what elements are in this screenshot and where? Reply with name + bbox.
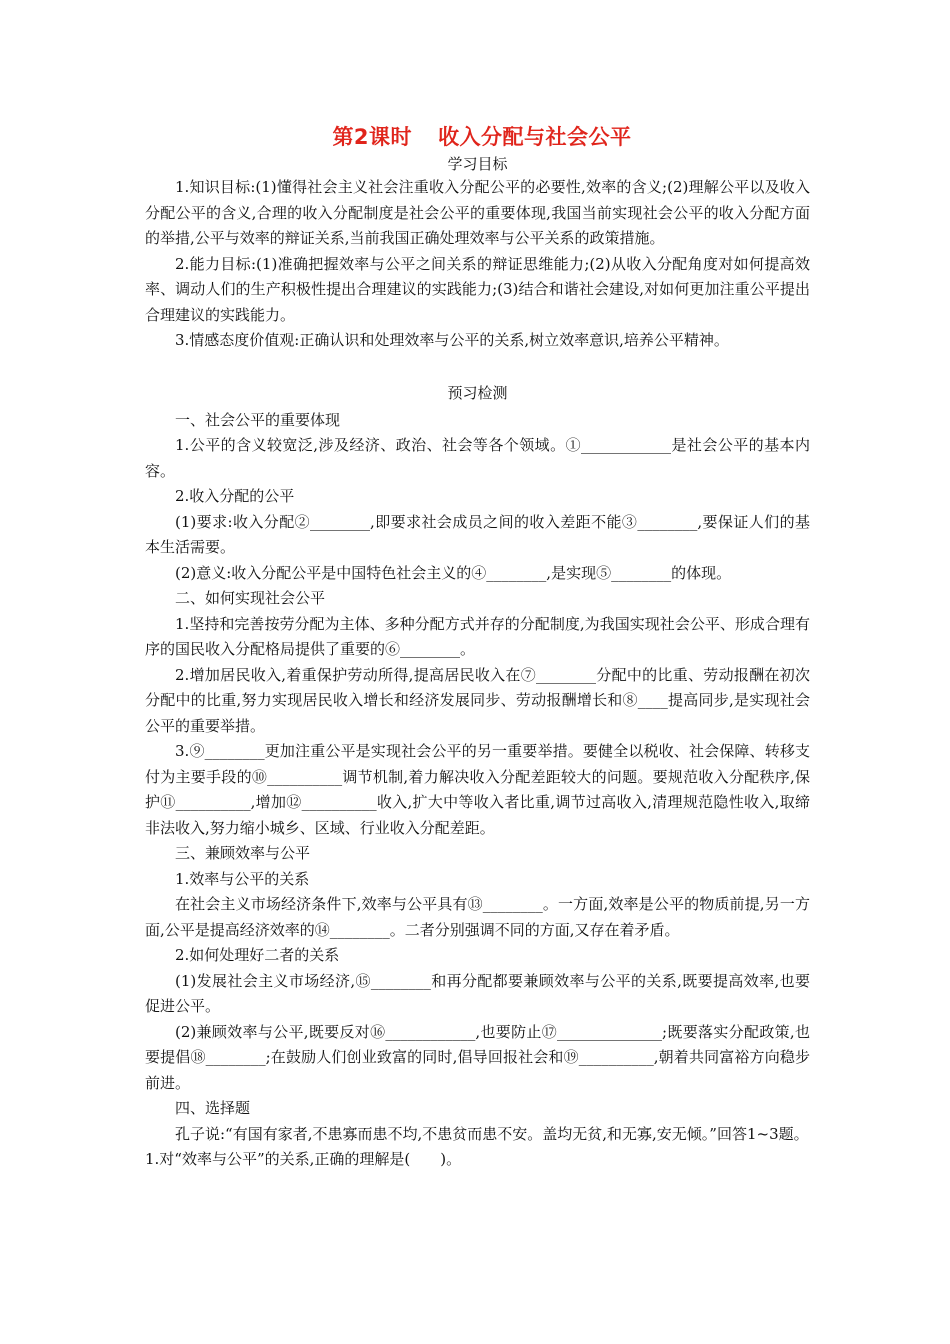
fill-blank-paragraph: (1)要求:收入分配②________,即要求社会成员之间的收入差距不能③________,要保证人们的基本生活需要。 xyxy=(145,512,810,556)
lesson-number: 第2课时 xyxy=(332,125,413,149)
goal-knowledge: 1.知识目标:(1)懂得社会主义社会注重收入分配公平的必要性,效率的含义;(2)理解公平以及收入分配公平的含义,合理的收入分配制度是社会公平的重要体现,我国当前实现社会公平的收入分配方面的举措,公平与效率的辩证关系,当前我国正确处理效率与公平关系的政策措施。 xyxy=(145,178,810,247)
subheading: 2.如何处理好二者的关系 xyxy=(175,946,340,964)
fill-blank-paragraph: (2)兼顾效率与公平,既要反对⑯____________,也要防止⑰______________;既要落实分配政策,也要提倡⑱________;在鼓励人们创业致富的同时,倡导回报社会和⑲__________,朝着共同富裕方向稳步前进。 xyxy=(145,1022,810,1092)
preview-heading: 预习检测 xyxy=(447,383,508,402)
document-page xyxy=(145,121,810,1173)
subheading: 1.效率与公平的关系 xyxy=(175,869,310,888)
question-stem: 孔子说:“有国有家者,不患寡而患不均,不患贫而患不安。盖均无贫,和无寡,安无倾。”回答1~3题。 xyxy=(175,1124,809,1143)
section-heading-2: 二、如何实现社会公平 xyxy=(175,589,326,607)
fill-blank-paragraph: 在社会主义市场经济条件下,效率与公平具有⑬________。一方面,效率是公平的物质前提,另一方面,公平是提高经济效率的⑭________。二者分别强调不同的方面,又存在着矛盾。 xyxy=(145,895,810,939)
goal-ability: 2.能力目标:(1)准确把握效率与公平之间关系的辩证思维能力;(2)从收入分配角度对如何提高效率、调动人们的生产积极性提出合理建议的实践能力;(3)结合和谐社会建设,对如何更加注重公平提出合理建议的实践能力。 xyxy=(145,254,810,324)
goal-attitude: 3.情感态度价值观:正确认识和处理效率与公平的关系,树立效率意识,培养公平精神。 xyxy=(175,331,729,349)
fill-blank-paragraph: (2)意义:收入分配公平是中国特色社会主义的④________,是实现⑤________的体现。 xyxy=(175,563,732,582)
lesson-title xyxy=(154,121,810,153)
question-1: 1.对“效率与公平”的关系,正确的理解是( )。 xyxy=(145,1150,462,1168)
subheading: 2.收入分配的公平 xyxy=(175,487,295,505)
section-heading-1: 一、社会公平的重要体现 xyxy=(175,410,341,429)
goals-heading: 学习目标 xyxy=(447,155,508,173)
fill-blank-paragraph: 1.坚持和完善按劳分配为主体、多种分配方式并存的分配制度,为我国实现社会公平、形成合理有序的国民收入分配格局提供了重要的⑥________。 xyxy=(145,614,810,658)
fill-blank-paragraph: 1.公平的含义较宽泛,涉及经济、政治、社会等各个领域。①____________是社会公平的基本内容。 xyxy=(145,436,810,480)
fill-blank-paragraph: 2.增加居民收入,着重保护劳动所得,提高居民收入在⑦________分配中的比重、劳动报酬在初次分配中的比重,努力实现居民收入增长和经济发展同步、劳动报酬增长和⑧____提高同步,是实现社会公平的重要举措。 xyxy=(145,665,810,735)
fill-blank-paragraph: (1)发展社会主义市场经济,⑮________和再分配都要兼顾效率与公平的关系,既要提高效率,也要促进公平。 xyxy=(145,971,810,1015)
section-heading-3: 三、兼顾效率与公平 xyxy=(175,844,311,862)
section-heading-4: 四、选择题 xyxy=(175,1099,251,1117)
fill-blank-paragraph: 3.⑨________更加注重公平是实现社会公平的另一重要举措。要健全以税收、社会保障、转移支付为主要手段的⑩__________调节机制,着力解决收入分配差距较大的问题。要规范收入分配秩序,保护⑪__________,增加⑫__________收入,扩大中等收入者比重,调节过高收入,清理规范隐性收入,取缔非法收入,努力缩小城乡、区域、行业收入分配差距。 xyxy=(145,742,810,837)
lesson-name: 收入分配与社会公平 xyxy=(438,125,632,149)
